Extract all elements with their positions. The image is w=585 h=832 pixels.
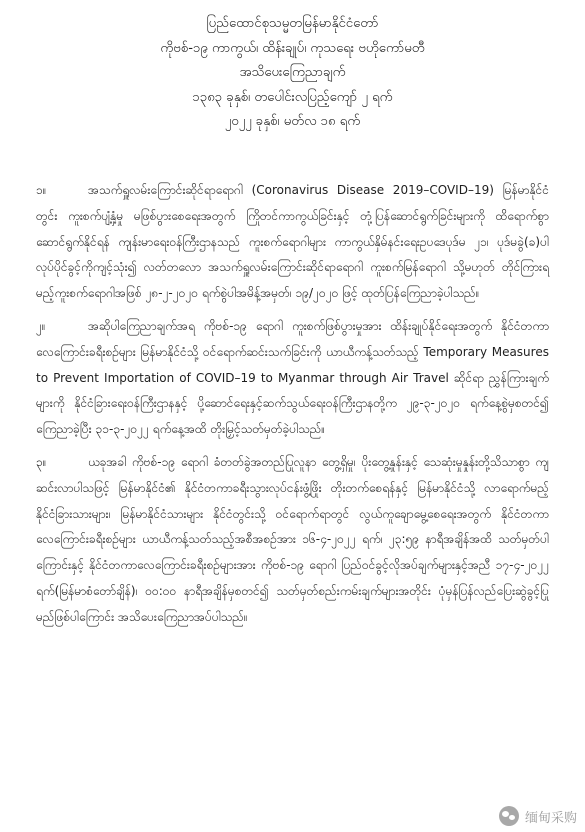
paragraph-1	[36, 178, 549, 307]
paragraph-text-continued: ဆိုင်ရာ ညွှန်ကြားချက်များကို နိုင်ငံခြားရေးဝန်ကြီးဌာနနှင့် ပို့ဆောင်ရေးနှင့်ဆက်သွယ်ရေးဝန်ကြီးဌာနတို့က ၂၉-၃-၂၀၂၀ ရက်နေ့စွဲမှစတင်၍ ကြေညာခဲ့ပြီး ၃၁-၃-၂၀၂၂ ရက်နေ့အထိ တိုးမြှင့်သတ်မှတ်ခဲ့ပါသည်။	[36, 370, 549, 437]
paragraph-number: ၁။	[36, 183, 47, 197]
header-line-committee: ကိုဗစ်-၁၉ ကာကွယ်၊ ထိန်းချုပ်၊ ကုသရေး ဗဟိုကော်မတီ	[160, 40, 425, 56]
header-line-myanmar-date: ၁၃၈၃ ခုနှစ်၊ တပေါင်းလပြည့်ကျော် ၂ ရက်	[192, 89, 393, 105]
paragraph-number: ၂။	[36, 318, 46, 333]
paragraph-text: အသက်ရှူလမ်းကြောင်းဆိုင်ရာရောဂါ (Coronavirus Disease 2019–COVID–19) မြန်မာနိုင်ငံတွင်း ကူးစက်ပျံ့နှံ့မှု မဖြစ်ပွားစေရေးအတွက် ကြိုတင်ကာကွယ်ခြင်းနှင့် တုံ့ပြန်ဆောင်ရွက်ခြင်းများကို ထိရောက်စွာဆောင်ရွက်နိုင်ရန် ကျန်းမာရေးဝန်ကြီးဌာနသည် ကူးစက်ရောဂါများ ကာကွယ်နှိမ်နင်းရေးဥပဒေပုဒ်မ ၂၁၊ ပုဒ်မခွဲ(ခ)ပါ လုပ်ပိုင်ခွင့်ကိုကျင့်သုံး၍ လတ်တလော အသက်ရှူလမ်းကြောင်းဆိုင်ရာရောဂါ ကူးစက်မြန်ရောဂါ သို့မဟုတ် တိုင်ကြားရမည့်ကူးစက်ရောဂါအဖြစ် ၂၈-၂-၂၀၂၀ ရက်စွဲပါအမိန့်အမှတ်၊ ၁၉/၂၀၂၀ ဖြင့် ထုတ်ပြန်ကြေညာခဲ့ပါသည်။	[36, 183, 549, 301]
paragraph-number: ၃။	[36, 454, 47, 469]
watermark-text: 缅甸采购	[524, 810, 577, 826]
document-body	[36, 178, 549, 638]
header-line-country: ပြည်ထောင်စုသမ္မတမြန်မာနိုင်ငံတော်	[206, 16, 379, 31]
document-header	[0, 0, 585, 135]
paragraph-english-title: Temporary Measures to Prevent Importation of COVID–19 to Myanmar through Air Travel	[36, 344, 549, 385]
watermark	[499, 806, 577, 826]
paragraph-2	[36, 314, 549, 443]
paragraph-text: အဆိုပါကြေညာချက်အရ ကိုဗစ်-၁၉ ရောဂါ ကူးစက်ဖြစ်ပွားမှုအား ထိန်းချုပ်နိုင်ရေးအတွက် နိုင်ငံတကာလေကြောင်းခရီးစဉ်များ မြန်မာနိုင်ငံသို့ ဝင်ရောက်ဆင်းသက်ခြင်းကို ယာယီကန့်သတ်သည့်	[36, 318, 549, 359]
paragraph-3	[36, 450, 549, 631]
header-line-announcement: အသိပေးကြေညာချက်	[239, 65, 346, 80]
wechat-icon	[499, 806, 519, 826]
header-line-gregorian-date: ၂၀၂၂ ခုနှစ်၊ မတ်လ ၁၈ ရက်	[224, 114, 361, 129]
paragraph-text: ယခုအခါ ကိုဗစ်-၁၉ ရောဂါ ခံတတ်ခွဲအတည်ပြုလူနာ တွေ့ရှိမှု၊ ပိုးတွေ့နှုန်းနှင့် သေဆုံးမှုနှုန်းတို့သိသာစွာ ကျဆင်းလာပါသဖြင့် မြန်မာနိုင်ငံ၏ နိုင်ငံတကာခရီးသွားလုပ်ငန်းဖွံ့ဖြိုး တိုးတက်စေရန်နှင့် မြန်မာနိုင်ငံသို့ လာရောက်မည့် နိုင်ငံခြားသားများ၊ မြန်မာနိုင်ငံသားများ နိုင်ငံတွင်းသို့ ဝင်ရောက်ရာတွင် လွယ်ကူချောမွေ့စေရေးအတွက် နိုင်ငံတကာလေကြောင်းခရီးစဉ်များ ယာယီကန့်သတ်သည့်အစီအစဉ်အား ၁၆-၄-၂၀၂၂ ရက်၊ ၂၃:၅၉ နာရီအချိန်အထိ သတ်မှတ်ပါကြောင်းနှင့် နိုင်ငံတကာလေကြောင်းခရီးစဉ်များအား ကိုဗစ်-၁၉ ရောဂါ ပြည်ဝင်ခွင့်လိုအပ်ချက်များနှင့်အညီ ၁၇-၄-၂၀၂၂ ရက်(မြန်မာစံတော်ချိန်)၊ ၀၀:၀၀ နာရီအချိန်မှစတင်၍ သတ်မှတ်စည်းကမ်းချက်များအတိုင်း ပုံမှန်ပြန်လည်ပြေးဆွဲခွင့်ပြုမည်ဖြစ်ပါကြောင်း အသိပေးကြေညာအပ်ပါသည်။	[36, 454, 549, 624]
